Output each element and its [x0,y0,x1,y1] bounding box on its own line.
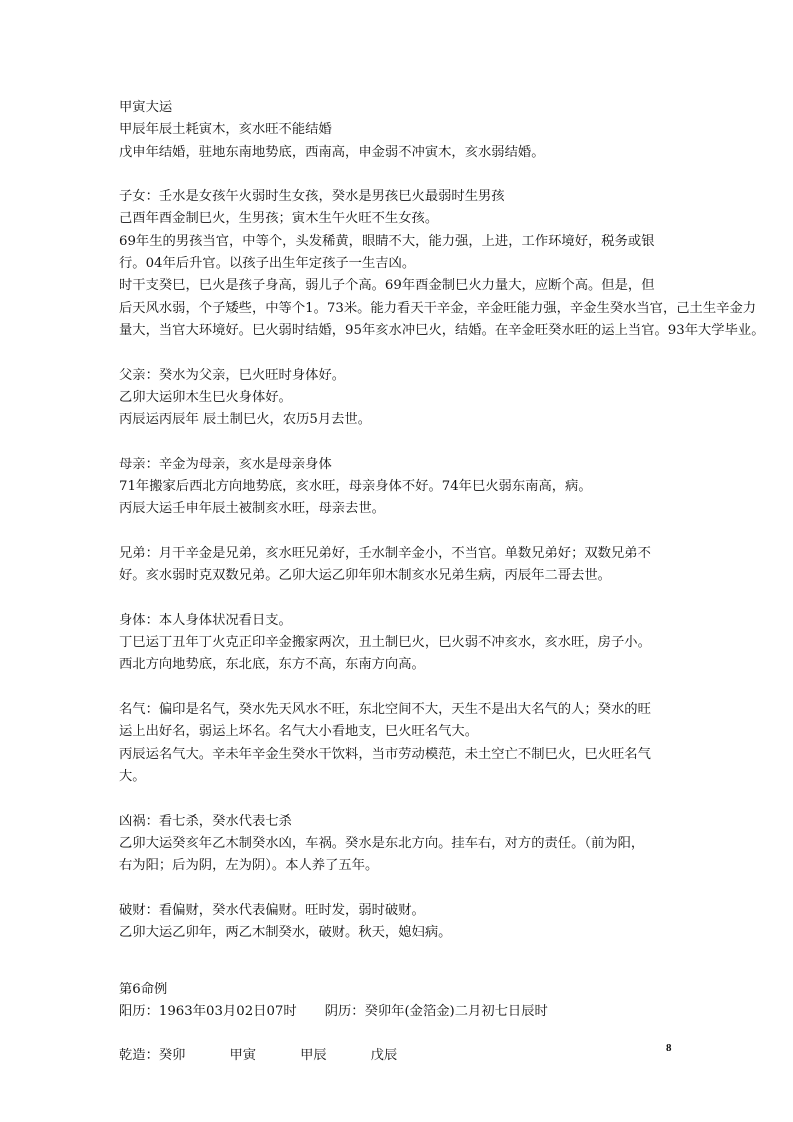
case-title: 第6命例 [119,981,168,997]
paragraph-gap [119,1023,789,1045]
document-body [119,97,789,1068]
paragraph-line: 乙卯大运癸亥年乙木制癸水凶，车祸。癸水是东北方向。挂车右，对方的责任。（前为阳， [119,835,645,851]
paragraph-line: 量大，当官大环境好。巳火弱时结婚，95年亥水冲巳火，结婚。在辛金旺癸水旺的运上当官。93年大学毕业。 [119,322,765,338]
chart-label: 乾造： [119,1048,159,1064]
children-heading-line: 子女：壬水是女孩午火弱时生女孩，癸水是男孩巳火最弱时生男孩 [119,189,505,205]
section-heading-dayun: 甲寅大运 [119,100,173,115]
paragraph-line: 69年生的男孩当官，中等个，头发稀黄，眼睛不大，能力强，上进，工作环境好，税务或银 [119,233,655,249]
paragraph-line: 运上出好名，弱运上坏名。名气大小看地支，巳火旺名气大。 [119,724,479,740]
paragraph-gap [119,164,789,186]
paragraph-line: 丁巳运丁丑年丁火克正印辛金搬家两次，丑土制巳火，巳火弱不冲亥水，亥水旺，房子小。 [119,635,651,651]
lunar-date: 阴历：癸卯年(金箔金)二月初七日辰时 [324,1003,548,1019]
paragraph-gap [119,967,789,979]
paragraph-line: 戊申年结婚，驻地东南地势底，西南高，申金弱不冲寅木，亥水弱结婚。 [119,144,545,160]
wealth-heading-line: 破财：看偏财，癸水代表偏财。旺时发，弱时破财。 [119,902,425,918]
paragraph-line: 时干支癸巳，巳火是孩子身高，弱儿子个高。69年酉金制巳火力量大，应断个高。但是，但 [119,278,655,294]
paragraph-gap [119,588,789,610]
paragraph-line: 好。亥水弱时克双数兄弟。乙卯大运乙卯年卯木制亥水兄弟生病，丙辰年二哥去世。 [119,568,611,584]
paragraph-line: 甲辰年辰土耗寅木，亥水旺不能结婚 [119,122,332,138]
solar-date: 阳历：1963年03月02日07时 [119,1003,297,1019]
paragraph-line: 乙卯大运乙卯年，两乙木制癸水，破财。秋天，媳妇病。 [119,924,452,940]
paragraph-line: 右为阳；后为阴，左为阴）。本人养了五年。 [119,858,379,874]
paragraph-line: 己酉年酉金制巳火，生男孩；寅木生午火旺不生女孩。 [119,211,439,227]
paragraph-line: 大。 [119,768,146,784]
paragraph-gap [119,677,789,699]
pillar-year: 癸卯 [158,1048,186,1064]
paragraph-line: 后天风水弱，个子矮些，中等个1。73米。能力看天干辛金，辛金旺能力强，辛金生癸水当官，己土生辛金力 [119,300,757,316]
fame-heading-line: 名气：偏印是名气，癸水先天风水不旺，东北空间不大，天生不是出大名气的人；癸水的旺 [119,702,651,718]
paragraph-line: 行。04年后升官。以孩子出生年定孩子一生吉凶。 [119,256,416,272]
bazi-chart-line [119,1045,789,1067]
page-number: 8 [666,1042,672,1054]
body-heading-line: 身体：本人身体状况看日支。 [119,612,292,628]
paragraph-gap [119,944,789,966]
paragraph-line: 丙辰运丙辰年 辰土制巳火，农历5月去世。 [119,412,372,428]
siblings-heading-line: 兄弟：月干辛金是兄弟，亥水旺兄弟好，壬水制辛金小，不当官。单数兄弟好；双数兄弟不 [119,545,651,561]
paragraph-gap [119,431,789,453]
pillar-month: 甲寅 [229,1048,257,1064]
paragraph-gap [119,521,789,543]
paragraph-line: 丙辰运名气大。辛未年辛金生癸水干饮料，当市劳动模范，未土空亡不制巳火，巳火旺名气 [119,746,651,762]
pillar-day: 甲辰 [300,1048,327,1064]
paragraph-gap [119,342,789,364]
paragraph-line: 西北方向地势底，东北底，东方不高，东南方向高。 [119,657,425,673]
father-heading-line: 父亲：癸水为父亲，巳火旺时身体好。 [119,367,346,383]
paragraph-line: 71年搬家后西北方向地势底，亥水旺，母亲身体不好。74年巳火弱东南高，病。 [119,479,592,495]
mother-heading-line: 母亲：辛金为母亲，亥水是母亲身体 [119,456,332,472]
pillar-hour: 戊辰 [370,1048,398,1064]
paragraph-line: 乙卯大运卯木生巳火身体好。 [119,389,292,405]
paragraph-gap [119,877,789,899]
misfortune-heading-line: 凶祸：看七杀，癸水代表七杀 [119,813,292,829]
birth-date-line [119,1001,789,1023]
paragraph-line: 丙辰大运壬申年辰土被制亥水旺，母亲去世。 [119,501,385,517]
paragraph-gap [119,788,789,810]
